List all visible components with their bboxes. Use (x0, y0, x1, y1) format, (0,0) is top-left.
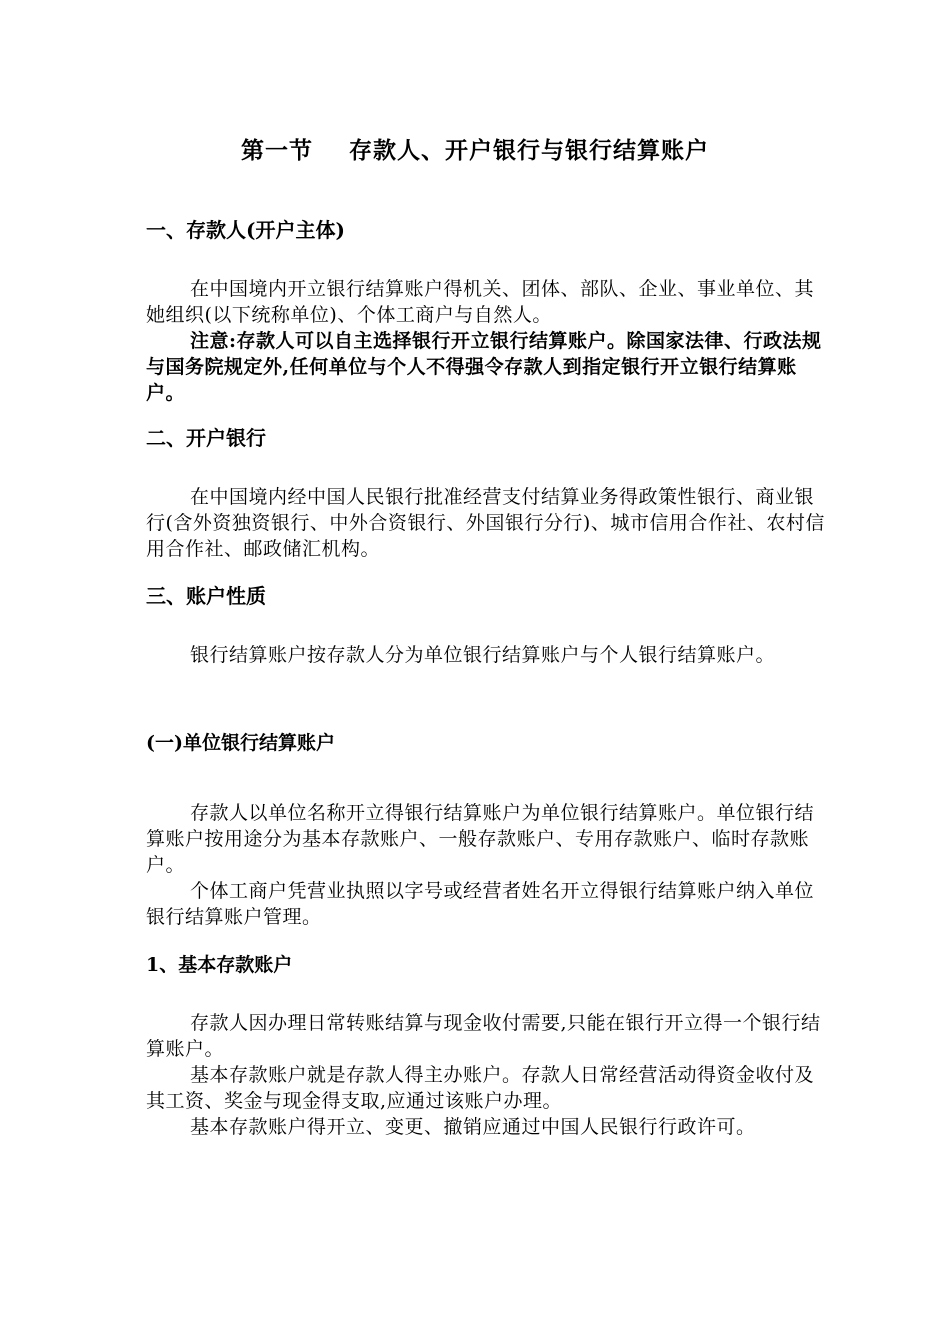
paragraph-basic-account-main: 基本存款账户就是存款人得主办账户。存款人日常经营活动得资金收付及其工资、奖金与现金得支取,应通过该账户办理。 (146, 1064, 815, 1112)
subsection-heading-unit-account: (一)单位银行结算账户 (146, 732, 335, 754)
paragraph-basic-account-approval: 基本存款账户得开立、变更、撤销应通过中国人民银行行政许可。 (190, 1116, 756, 1138)
section-heading-account-nature: 三、账户性质 (146, 584, 266, 608)
paragraph-account-nature: 银行结算账户按存款人分为单位银行结算账户与个人银行结算账户。 (190, 644, 776, 666)
paragraph-basic-account-definition: 存款人因办理日常转账结算与现金收付需要,只能在银行开立得一个银行结算账户。 (146, 1012, 821, 1060)
section-heading-depositor: 一、存款人(开户主体) (146, 218, 345, 242)
item-heading-basic-account: 1、基本存款账户 (146, 954, 293, 976)
paragraph-depositor-definition: 在中国境内开立银行结算账户得机关、团体、部队、企业、事业单位、其她组织(以下统称单位)、个体工商户与自然人。 (146, 278, 815, 326)
paragraph-unit-account-definition: 存款人以单位名称开立得银行结算账户为单位银行结算账户。单位银行结算账户按用途分为基本存款账户、一般存款账户、专用存款账户、临时存款账户。 (146, 802, 815, 876)
section-heading-bank: 二、开户银行 (146, 426, 266, 450)
paragraph-bank-definition: 在中国境内经中国人民银行批准经营支付结算业务得政策性银行、商业银行(含外资独资银行、中外合资银行、外国银行分行)、城市信用合作社、农村信用合作社、邮政储汇机构。 (146, 486, 825, 560)
paragraph-individual-business-account: 个体工商户凭营业执照以字号或经营者姓名开立得银行结算账户纳入单位银行结算账户管理。 (146, 880, 815, 928)
page-title: 第一节 存款人、开户银行与银行结算账户 (240, 137, 710, 164)
paragraph-depositor-note: 注意:存款人可以自主选择银行开立银行结算账户。除国家法律、行政法规与国务院规定外,任何单位与个人不得强令存款人到指定银行开立银行结算账户。 (146, 330, 822, 404)
